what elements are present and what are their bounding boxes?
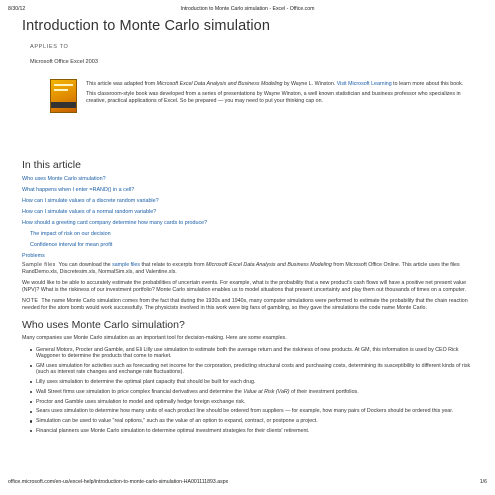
book-summary: This classroom-style book was developed from a series of presentations by Wayne Winston, a well known statistician and business professor who specializes in creative, practical applications of Excel. So be prepared — you may need to put your thinking cap on. [86, 91, 461, 104]
in-this-article-heading: In this article [22, 159, 81, 171]
print-header [8, 6, 487, 16]
list-item: Simulation can be used to value "real options," such as the value of an option to expand, contract, or postpone a project. [30, 418, 481, 425]
who-uses-heading: Who uses Monte Carlo simulation? [22, 319, 185, 331]
book-title: Microsoft Excel Data Analysis and Business Modeling [156, 81, 283, 87]
book-attribution: This article was adapted from Microsoft Excel Data Analysis and Business Modeling by Wayne L. Winston. Visit Microsoft Learning to learn more about this book. [86, 81, 464, 87]
toc-link-confidence-interval[interactable]: Confidence interval for mean profit [30, 242, 113, 248]
list-item: Wall Street firms use simulation to price complex financial derivatives and determine the Value at Risk (VaR) of their investment portfolios. [30, 389, 481, 396]
book-cover-image [50, 79, 77, 113]
applies-to-heading: APPLIES TO [30, 44, 69, 50]
visit-microsoft-learning-link[interactable]: Visit Microsoft Learning [336, 81, 392, 87]
list-item: Proctor and Gamble uses simulation to model and optimally hedge foreign exchange risk. [30, 399, 481, 406]
sample-files-label: Sample files [22, 262, 56, 268]
sample-files-link[interactable]: sample files [112, 262, 141, 268]
toc-link-rand[interactable]: What happens when I enter =RAND() in a cell? [22, 187, 135, 193]
print-doc-title: Introduction to Monte Carlo simulation - Excel - Office.com [180, 6, 315, 12]
sample-files-paragraph: Sample files You can download the sample files that relate to excerpts from Microsoft Excel Data Analysis and Business Modeling from Microsoft Office Online. This article uses the files RandDemo.xls, Discretesim.xls, NormalSim.xls, and Valentine.xls. [22, 262, 460, 275]
toc-link-who-uses[interactable]: Who uses Monte Carlo simulation? [22, 176, 106, 182]
toc-link-discrete[interactable]: How can I simulate values of a discrete random variable? [22, 198, 159, 204]
list-item: Sears uses simulation to determine how many units of each product line should be ordered from suppliers — for example, how many pairs of Dockers should be ordered this year. [30, 408, 481, 415]
list-item: Financial planners use Monte Carlo simulation to determine optimal investment strategies for their clients' retirement. [30, 428, 481, 435]
table-of-contents [22, 174, 481, 262]
toc-link-greeting-card[interactable]: How should a greeting card company determine how many cards to produce? [22, 220, 208, 226]
list-item: General Motors, Procter and Gamble, and Eli Lilly use simulation to estimate both the average return and the riskiness of new products. At GM, this information is used by CEO Rick Waggoner to determine the products that come to market. [30, 347, 481, 360]
list-item: GM uses simulation for activities such as forecasting net income for the corporation, predicting structural costs and purchasing costs, determining its susceptibility to different kinds of risk (such as interest rate changes and exchange rate fluctuations). [30, 363, 481, 376]
book-info [50, 79, 481, 159]
intro-paragraph: We would like to be able to accurately estimate the probabilities of uncertain events. For example, what is the probability that a new product's cash flows will have a positive net present value (NPV)? What is the riskiness of our investment portfolio? Monte Carlo simulation enables us to model situations that present uncertainty and play them out thousands of times on a computer. [22, 280, 467, 293]
who-uses-intro: Many companies use Monte Carlo simulation as an important tool for decision-making. Here are some examples. [22, 335, 287, 341]
toc-link-problems[interactable]: Problems [22, 253, 45, 259]
examples-list [22, 347, 481, 435]
note-label: NOTE [22, 298, 39, 304]
list-item: Lilly uses simulation to determine the optimal plant capacity that should be built for each drug. [30, 379, 481, 386]
toc-link-normal[interactable]: How can I simulate values of a normal random variable? [22, 209, 157, 215]
applies-to-product: Microsoft Office Excel 2003 [30, 59, 98, 65]
article-page [22, 16, 481, 438]
applies-to-section [30, 44, 481, 65]
page-number: 1/6 [479, 479, 487, 485]
print-date: 8/30/12 [8, 6, 26, 12]
page-title: Introduction to Monte Carlo simulation [22, 18, 271, 34]
book-description [86, 81, 475, 108]
note-paragraph: NOTE The name Monte Carlo simulation comes from the fact that during the 1930s and 1940s, many computer simulations were performed to estimate the probability that the chain reaction needed for the atom bomb would work successfully. The physicists involved in this work were big fans of gambling, so they gave the simulations the code name Monte Carlo. [22, 298, 468, 311]
print-url: office.microsoft.com/en-us/excel-help/introduction-to-monte-carlo-simulation-HA001111893.aspx [8, 479, 229, 485]
toc-link-impact-of-risk[interactable]: The impact of risk on our decision [30, 231, 111, 237]
